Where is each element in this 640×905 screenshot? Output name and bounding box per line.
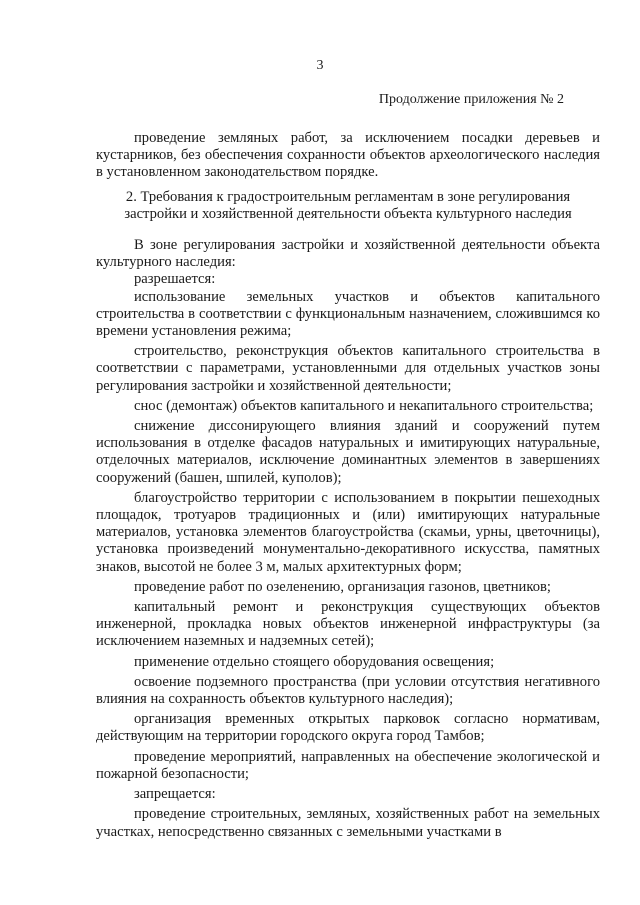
section-heading: 2. Требования к градостроительным регламентам в зоне регулирования застройки и хозяйственной деятельности объекта культурного наследия: [124, 189, 572, 223]
permitted-item: снижение диссонирующего влияния зданий и сооружений путем использования в отделке фасадов натуральных и имитирующих натуральные, отделочных материалов, исключение доминантных элементов в завершениях сооружений (башен, шпилей, куполов);: [96, 418, 600, 486]
permitted-item: снос (демонтаж) объектов капитального и некапитального строительства;: [134, 397, 594, 414]
permitted-item: организация временных открытых парковок согласно нормативам, действующим на территории городского округа город Тамбов;: [96, 711, 600, 745]
permitted-item: капитальный ремонт и реконструкция существующих объектов инженерной, прокладка новых объектов инженерной инфраструктуры (за исключением наземных и надземных сетей);: [96, 599, 600, 650]
zone-intro-paragraph: В зоне регулирования застройки и хозяйственной деятельности объекта культурного наследия:: [96, 237, 600, 271]
permitted-item: применение отдельно стоящего оборудования освещения;: [134, 653, 495, 670]
intro-block: [96, 130, 600, 182]
section-body: [96, 237, 600, 841]
intro-paragraph: проведение земляных работ, за исключением посадки деревьев и кустарников, без обеспечения сохранности объектов археологического наследия в установленном законодательством порядке.: [96, 130, 600, 181]
permitted-item: использование земельных участков и объектов капитального строительства в соответствии с функциональным назначением, сложившимся ко времени установления режима;: [96, 288, 600, 340]
permitted-item: проведение работ по озеленению, организация газонов, цветников;: [134, 578, 551, 595]
appendix-continuation-note: Продолжение приложения № 2: [378, 92, 564, 107]
page-number: 3: [316, 58, 324, 73]
permitted-item: строительство, реконструкция объектов капитального строительства в соответствии с параметрами, установленными для отдельных участков зоны регулирования застройки и хозяйственной деятельности;: [96, 343, 600, 394]
permitted-item: благоустройство территории с использованием в покрытии пешеходных площадок, тротуаров традиционных и (или) имитирующих натуральные материалов, установка элементов благоустройства (скамьи, урны, цветочницы), установка произведений монументально-декоративного искусства, памятных знаков, высотой не более 3 м, малых архитектурных форм;: [96, 489, 600, 575]
permitted-item: освоение подземного пространства (при условии отсутствия негативного влияния на сохранность объектов культурного наследия);: [96, 673, 600, 708]
prohibited-item: проведение строительных, земляных, хозяйственных работ на земельных участках, непосредственно связанных с земельными участками в: [96, 806, 600, 840]
prohibited-label: запрещается:: [134, 786, 216, 803]
permitted-item: проведение мероприятий, направленных на обеспечение экологической и пожарной безопасности;: [96, 748, 600, 782]
permitted-label: разрешается:: [134, 271, 216, 288]
